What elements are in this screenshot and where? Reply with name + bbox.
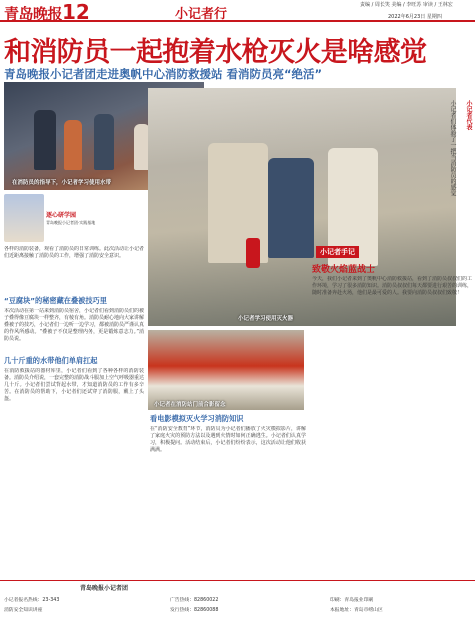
section-title: 小记者行 — [175, 7, 228, 22]
footer-line: 印刷：青岛报业印刷 — [330, 598, 374, 603]
body-para-1: 各样的消防装备，观看了消防员的日常训练。此次活动让小记者们近距离接触了消防员的工作，增强了消防安全意识。 — [4, 246, 144, 260]
photo-caption: 小记者在消防站门前合影留念 — [154, 402, 226, 408]
body-para-2: 本次活动在第一站来到消防员宿舍，小记者们看到消防员们的被子叠得像豆腐块一样整齐，有棱有角。消防员耐心地向大家讲解叠被子的技巧，小记者们一边听一边学习，都被消防员严谨认真的作风所感动。“叠被子不仅是整理内务，更是锻炼意志力。”消防员说。 — [4, 308, 144, 343]
footer-title: 青岛晚报小记者团 — [80, 585, 129, 592]
reporter-box — [4, 194, 144, 242]
extinguisher-shape — [246, 238, 260, 268]
body-para-3: 在消防救援站的器材库里，小记者们看到了各种各样的消防装备。消防员介绍说，一套完整的消防战斗服加上空气呼吸器重达几十斤。小记者们尝试背起水带，才知道消防员的工作有多辛苦。在消防员的帮助下，小记者们还试穿了消防服，戴上了头盔。 — [4, 368, 144, 403]
subheadline: 青岛晚报小记者团走进奥帆中心消防救援站 看消防员亮“绝活” — [4, 67, 323, 81]
photo-caption: 小记者学习使用灭火器 — [238, 316, 294, 322]
page-header — [0, 0, 475, 22]
page-number: 12 — [62, 0, 90, 24]
footer-line: 小记者报名热线：23-343 — [4, 598, 60, 603]
section-heading-2: 几十斤重的水带他们单肩扛起 — [4, 356, 98, 365]
vertical-note: 小记者们体验了一把当消防员的感觉 — [449, 100, 456, 196]
photo-group — [148, 330, 304, 410]
figure-shape — [64, 120, 82, 170]
figure-shape — [94, 114, 114, 170]
sidebar-label: 小记者手记 — [316, 246, 359, 258]
footer-line: 消防安全知识讲座 — [4, 608, 43, 613]
issue-date: 2022年6月23日 星期四 — [388, 14, 442, 20]
page-footer — [0, 580, 475, 620]
headline: 和消防员一起抱着水枪灭火是啥感觉 — [4, 37, 427, 68]
vertical-label: 小记者代表 — [465, 100, 472, 130]
body-para-4: 在“消防安全教育”环节，消防员为小记者们播放了火灾模拟影片，讲解了家庭火灾的预防方法以及遇到火情时如何正确逃生。小记者们认真学习，积极提问。活动结束后，小记者们纷纷表示，这次活动让他们收获满满。 — [150, 426, 306, 454]
editors-credit: 责编 / 周长笑 美编 / 李旺苏 审读 / 王林宏 — [360, 2, 453, 8]
avatar — [4, 194, 44, 242]
section-heading-3: 看电影模拟灭火学习消防知识 — [150, 414, 244, 423]
newspaper-logo: 青岛晚报 — [4, 5, 63, 23]
reporter-name: 逐心研学园 — [46, 212, 77, 219]
sidebar-text: 今天，我们小记者来到了奥帆中心消防救援站，看到了消防员叔叔们的工作环境，学习了很多消防知识。消防员叔叔们每天都要进行艰苦的训练，随时准备奔赴火场，他们是最可爱的人。我要向消防员叔叔们致敬！ — [312, 276, 472, 297]
section-heading-1: “豆腐块”的秘密藏在叠被技巧里 — [4, 296, 107, 305]
footer-rule — [0, 580, 475, 581]
footer-line: 发行热线：82860088 — [170, 608, 219, 613]
figure-shape — [34, 110, 56, 170]
sidebar-title: 致敬火焰蓝战士 — [312, 265, 376, 275]
figure-shape — [268, 158, 314, 258]
footer-line: 本报地址：青岛市崂山区 — [330, 608, 383, 613]
photo-caption: 在消防员的指导下，小记者学习使用水带 — [12, 180, 112, 186]
footer-line: 广告热线：82860022 — [170, 598, 219, 603]
reporter-sub: 青岛晚报小记者团·实践基地 — [46, 220, 96, 225]
